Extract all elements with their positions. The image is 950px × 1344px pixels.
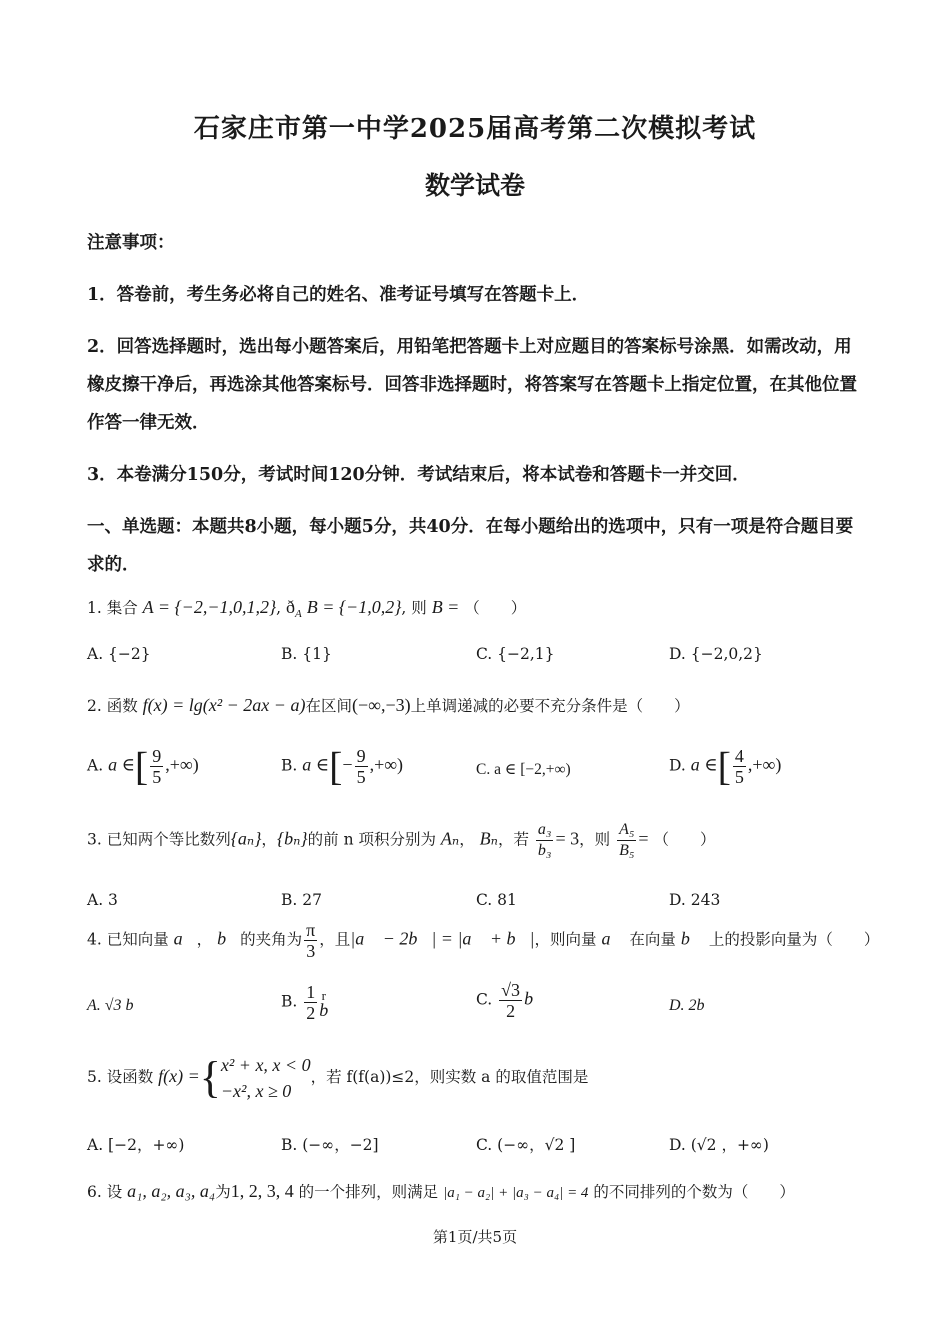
q2-a-num: 9 — [152, 746, 162, 766]
q3-paren: （ ） — [653, 830, 716, 849]
q2-b-sign: − — [342, 754, 353, 775]
q2-d-tail: ,+∞) — [747, 754, 782, 775]
q4-c-label: C. — [476, 990, 493, 1009]
q4-text1: 4. 已知向量 — [87, 930, 169, 949]
q4-vec-a-2: a⃗ — [601, 928, 625, 949]
q3-option-a[interactable]: A. 3 — [87, 891, 118, 909]
q3-text4: ，则 — [579, 830, 611, 849]
q2-b-num: 9 — [356, 746, 366, 766]
q4-vec-a: a⃗ — [173, 928, 197, 949]
q4-option-d[interactable]: D. 2b⃗ — [669, 997, 717, 1014]
q2-a-var: a ∈ — [108, 754, 135, 775]
q2-b-den: 5 — [356, 767, 366, 787]
q2-suffix: 上单调递减的必要不充分条件是（ ） — [410, 697, 690, 715]
q3-text2: 的前 n 项积分别为 — [307, 830, 436, 849]
q5-case-2: −x², x ≥ 0 — [220, 1081, 292, 1101]
q2-option-a[interactable] — [87, 743, 199, 789]
q1-ask: B = — [431, 597, 460, 617]
q2-b-label: B. — [281, 756, 298, 775]
q4-angle-den: 3 — [306, 941, 316, 961]
q5-option-c[interactable]: C. (−∞，√2 ] — [476, 1136, 576, 1154]
q4-text7: 上的投影向量为（ ） — [708, 930, 880, 949]
q3-ratio-num: a₃ — [536, 820, 554, 841]
q4-b-label: B. — [281, 992, 298, 1011]
q1-option-b[interactable]: B. {1} — [281, 645, 332, 663]
q1-prefix: 1. 集合 — [87, 599, 138, 617]
q2-function: f(x) = lg(x² − 2ax − a) — [142, 695, 306, 715]
q1-suffix: , 则 — [401, 599, 427, 617]
q4-text4: ，且 — [319, 930, 351, 949]
q2-a-bracket: [ — [134, 743, 149, 789]
notice-item-2: 2．回答选择题时，选出每小题答案后，用铅笔把答题卡上对应题目的答案标号涂黑．如需改动，用橡皮擦干净后，再选涂其他答案标号．回答非选择题时，将答案写在答题卡上指定位置，在其他位置作答一律无效． — [87, 337, 857, 433]
q3-text3: ，若 — [497, 830, 529, 849]
q4-vec-b: b⃗ — [217, 928, 241, 949]
q3-text1: 3. 已知两个等比数列 — [87, 830, 231, 849]
q4-text2: ， — [196, 930, 213, 949]
q2-a-label: A. — [87, 756, 104, 775]
q3-bn: {bₙ} — [276, 828, 308, 849]
q4-option-c[interactable] — [476, 980, 547, 1021]
q4-equation: |a⃗ − 2b⃗| = |a⃗ + b⃗| — [350, 928, 535, 949]
q2-d-bracket: [ — [717, 743, 731, 789]
question-1: 1. 集合 A = {−2,−1,0,1,2}, $ð_A$ B = {−1,0,2}, 则 B = （ ） — [87, 597, 527, 621]
q4-c-vec: b⃗ — [524, 988, 548, 1009]
notice-heading: 注意事项： — [87, 233, 175, 253]
q4-b-den: 2 — [306, 1003, 316, 1023]
q4-text3: 的夹角为 — [240, 930, 303, 949]
question-4 — [87, 920, 879, 961]
q5-case-1: x² + x, x < 0 — [220, 1055, 311, 1075]
q1-set-a: A = {−2,−1,0,1,2} — [142, 597, 277, 617]
q2-a-tail: ,+∞) — [165, 754, 199, 775]
q3-Bn: Bₙ — [479, 828, 498, 849]
exam-title: 石家庄市第一中学2025届高考第二次模拟考试 — [193, 114, 757, 144]
question-5 — [87, 1052, 588, 1104]
q2-a-den: 5 — [152, 767, 162, 787]
q4-option-a[interactable]: A. √3 b⃗ — [87, 997, 146, 1014]
q6-text4: 的不同排列的个数为（ ） — [593, 1183, 795, 1201]
page-footer: 第1页/共5页 — [432, 1228, 518, 1246]
q5-fx: f(x) = — [158, 1066, 200, 1086]
q4-text6: 在向量 — [629, 930, 676, 949]
question-2 — [87, 694, 690, 716]
q4-b-vec-mark: r — [321, 987, 326, 1003]
q2-d-var: a ∈ — [690, 754, 718, 775]
q3-result-den: B₅ — [619, 842, 635, 859]
q3-option-b[interactable]: B. 27 — [281, 891, 322, 909]
q4-b-vec: b — [319, 999, 329, 1020]
q1-option-d[interactable]: D. {−2,0,2} — [669, 645, 763, 663]
q3-sep: ， — [261, 830, 277, 849]
q2-b-bracket: [ — [329, 743, 343, 789]
q5-option-a[interactable]: A. [−2，+∞) — [87, 1136, 185, 1154]
q5-brace: { — [199, 1053, 221, 1102]
q5-option-d[interactable]: D. (√2 ，+∞) — [669, 1136, 769, 1154]
q3-an: {aₙ} — [230, 828, 262, 849]
q2-option-b[interactable] — [281, 743, 404, 789]
q1-paren: （ ） — [464, 599, 527, 617]
q4-vec-b-2: b⃗ — [680, 928, 704, 949]
q1-complement-symbol: ð — [286, 597, 296, 617]
q2-mid: 在区间 — [305, 697, 352, 715]
q1-option-a[interactable]: A. {−2} — [87, 645, 151, 663]
q3-option-c[interactable]: C. 81 — [476, 891, 517, 909]
q2-d-num: 4 — [734, 746, 744, 766]
q6-vars: a₁, a₂, a₃, a₄ — [127, 1181, 216, 1201]
q2-d-label: D. — [669, 756, 686, 775]
q1-option-c[interactable]: C. {−2,1} — [476, 645, 555, 663]
q4-c-num: √3 — [501, 980, 521, 1000]
q2-interval: (−∞,−3) — [351, 695, 411, 715]
exam-subtitle: 数学试卷 — [424, 171, 525, 200]
q4-c-den: 2 — [506, 1001, 516, 1021]
q3-An: Aₙ — [440, 828, 460, 849]
q3-ratio-eq: = 3 — [555, 828, 580, 849]
q2-d-den: 5 — [734, 767, 744, 787]
question-6 — [87, 1180, 795, 1202]
notice-item-1: 1．答卷前，考生务必将自己的姓名、准考证号填写在答题卡上． — [87, 285, 590, 305]
question-3: 3. 已知两个等比数列{aₙ}，{bₙ}的前 n 项积分别为 Aₙ， Bₙ，若 $\frac{\text{a₃}}{\text{b₃}}$ = 3，则 $\frac{\text{A₅}}{\text{B₅}}$ = （ ） — [87, 821, 716, 859]
q2-prefix: 2. 函数 — [87, 697, 138, 715]
q3-result-num: A₅ — [617, 820, 636, 841]
q2-option-d[interactable] — [669, 743, 782, 789]
q5-text1: 5. 设函数 — [87, 1068, 154, 1086]
q4-option-b[interactable] — [281, 982, 328, 1023]
q4-b-num: 1 — [306, 982, 316, 1002]
q2-option-c[interactable]: C. a ∈ [−2,+∞) — [476, 761, 571, 778]
section-heading: 一、单选题：本题共8小题，每小题5分，共40分．在每小题给出的选项中，只有一项是符合题目要求的． — [87, 517, 854, 575]
q6-nums: 1, 2, 3, 4 — [230, 1181, 294, 1201]
q1-complement-b: B = {−1,0,2} — [306, 597, 402, 617]
q4-text5: ，则向量 — [534, 930, 597, 949]
q3-result-eq: = — [638, 828, 649, 849]
q1-complement-sub: A — [295, 608, 302, 621]
q2-b-var: a ∈ — [302, 754, 330, 775]
q6-text1: 6. 设 — [87, 1183, 123, 1201]
q3-ratio-den: b₃ — [537, 842, 552, 859]
q2-b-tail: ,+∞) — [369, 754, 404, 775]
q5-option-b[interactable]: B. (−∞，−2] — [281, 1136, 379, 1154]
q6-text2: 为 — [215, 1183, 231, 1201]
notice-item-3: 3．本卷满分150分，考试时间120分钟．考试结束后，将本试卷和答题卡一并交回． — [87, 465, 750, 485]
q3-option-d[interactable]: D. 243 — [669, 891, 721, 909]
q6-condition: |a₁ − a₂| + |a₃ − a₄| = 4 — [443, 1185, 589, 1201]
q4-angle-num: π — [306, 920, 316, 940]
q5-text2: ，若 f(f(a))≤2，则实数 a 的取值范围是 — [310, 1068, 589, 1086]
q6-text3: 的一个排列，则满足 — [298, 1183, 439, 1201]
